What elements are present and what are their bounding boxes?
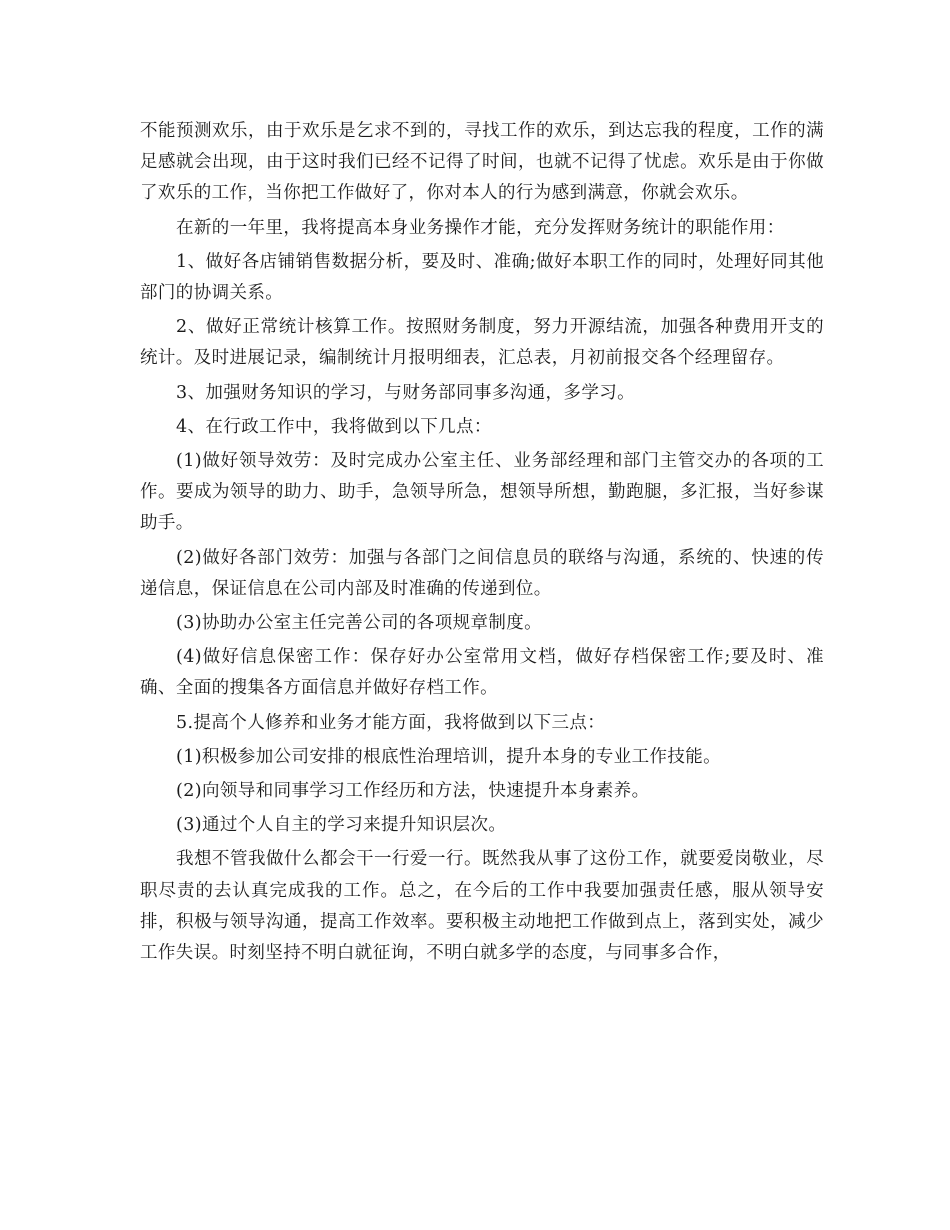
paragraph-continuation: 不能预测欢乐，由于欢乐是乞求不到的，寻找工作的欢乐，到达忘我的程度，工作的满足感就会出现，由于这时我们已经不记得了时间，也就不记得了忧虑。欢乐是由于你做了欢乐的工作，当你把工作做好了，你对本人的行为感到满意，你就会欢乐。 xyxy=(140,121,824,204)
paragraph-item-4-sub-3: (3)协助办公室主任完善公司的各项规章制度。 xyxy=(176,613,543,634)
paragraph-item-4-sub-1: (1)做好领导效劳：及时完成办公室主任、业务部经理和部门主管交办的各项的工作。要成为领导的助力、助手，急领导所急，想领导所想，勤跑腿，多汇报，当好参谋助手。 xyxy=(140,451,824,534)
paragraph-item-2: 2、做好正常统计核算工作。按照财务制度，努力开源结流，加强各种费用开支的统计。及时进展记录，编制统计月报明细表，汇总表，月初前报交各个经理留存。 xyxy=(140,317,824,369)
paragraph-closing: 我想不管我做什么都会干一行爱一行。既然我从事了这份工作，就要爱岗敬业，尽职尽责的去认真完成我的工作。总之，在今后的工作中我要加强责任感，服从领导安排，积极与领导沟通，提高工作效率。要积极主动地把工作做到点上，落到实处，减少工作失误。时刻坚持不明白就征询，不明白就多学的态度，与同事多合作， xyxy=(140,849,824,964)
paragraph-item-4: 4、在行政工作中，我将做到以下几点： xyxy=(176,416,492,437)
paragraph-item-4-sub-2: (2)做好各部门效劳：加强与各部门之间信息员的联络与沟通，系统的、快速的传递信息，保证信息在公司内部及时准确的传递到位。 xyxy=(140,547,824,599)
paragraph-item-5: 5.提高个人修养和业务才能方面，我将做到以下三点： xyxy=(176,712,606,733)
paragraph-item-5-sub-1: (1)积极参加公司安排的根底性治理培训，提升本身的专业工作技能。 xyxy=(176,746,722,767)
paragraph-item-3: 3、加强财务知识的学习，与财务部同事多沟通，多学习。 xyxy=(176,382,636,403)
paragraph-item-5-sub-3: (3)通过个人自主的学习来提升知识层次。 xyxy=(176,815,507,836)
paragraph-item-5-sub-2: (2)向领导和同事学习工作经历和方法，快速提升本身素养。 xyxy=(176,781,650,802)
paragraph-item-4-sub-4: (4)做好信息保密工作：保存好办公室常用文档，做好存档保密工作;要及时、准确、全面的搜集各方面信息并做好存档工作。 xyxy=(140,647,824,699)
document-page xyxy=(140,116,824,972)
paragraph-item-1: 1、做好各店铺销售数据分析，要及时、准确;做好本职工作的同时，处理好同其他部门的协调关系。 xyxy=(140,251,824,304)
paragraph-new-year-intro: 在新的一年里，我将提高本身业务操作才能，充分发挥财务统计的职能作用： xyxy=(176,217,785,238)
